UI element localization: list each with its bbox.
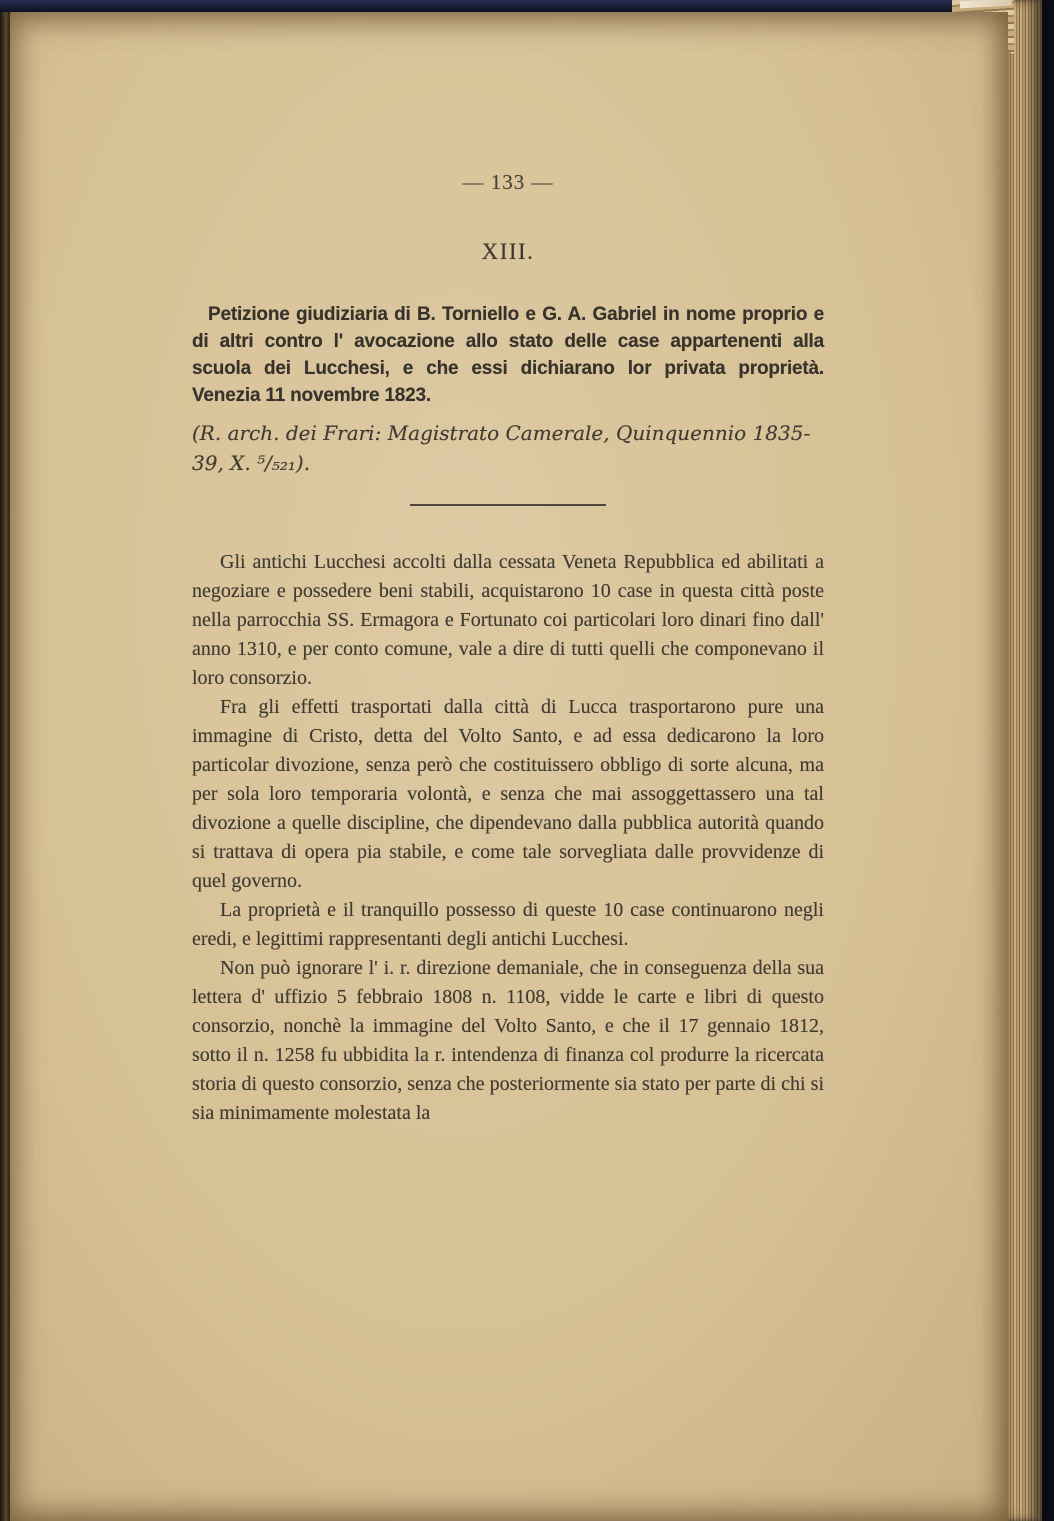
left-page-edge [0, 12, 10, 1521]
body-paragraph: Fra gli effetti trasportati dalla città di Lucca trasportarono pure una immagine di Cristo, detta del Volto Santo, e ad essa dedicarono la loro particolar divozione, senza però che costituissero obbligo di sorte alcuna, ma per sola loro temporaria volontà, e senza che mai assoggettassero una tal divozione a quelle discipline, che dipendevano dalla pubblica autorità quando si trattava di opera pia stabile, e come tale sorvegliata dalle provvidenze di quel governo. [192, 696, 824, 892]
archive-citation: (R. arch. dei Frari: Magistrato Camerale, Quinquennio 1835-39, X. ⁵/₅₂₁). [192, 421, 811, 475]
page-number: — 133 — [462, 170, 554, 194]
page-stack-fore-edge [1008, 0, 1054, 1521]
section-heading: XIII. [481, 239, 535, 264]
body-paragraph: Non può ignorare l' i. r. direzione demaniale, che in conseguenza della sua lettera d' uffizio 5 febbraio 1808 n. 1108, vidde le carte e libri di questo consorzio, nonchè la immagine del Volto Santo, e che il 17 gennaio 1812, sotto il n. 1258 fu ubbidita la r. intendenza di finanza col produrre la ricercata storia di questo consorzio, senza che posteriormente sia stato per parte di chi si sia minimamente molestata la [192, 957, 824, 1124]
text-block [192, 170, 824, 1128]
body-paragraph: Gli antichi Lucchesi accolti dalla cessata Veneta Repubblica ed abilitati a negoziare e possedere beni stabili, acquistarono 10 case in questa città poste nella parrocchia SS. Ermagora e Fortunato coi particolari loro dinari fino dall' anno 1310, e per conto comune, vale a dire di tutti quelli che componevano il loro consorzio. [192, 551, 824, 689]
book-page [10, 12, 1008, 1521]
petition-heading: Petizione giudiziaria di B. Torniello e G. A. Gabriel in nome proprio e di altri contro l' avocazione allo stato delle case appartenenti alla scuola dei Lucchesi, e che essi dichiarano lor privata proprietà. Venezia 11 novembre 1823. [192, 304, 824, 406]
separator-rule [410, 504, 606, 506]
page-edge-stripes [1008, 0, 1042, 1521]
body-paragraph: La proprietà e il tranquillo possesso di queste 10 case continuarono negli eredi, e legittimi rappresentanti degli antichi Lucchesi. [192, 899, 824, 950]
